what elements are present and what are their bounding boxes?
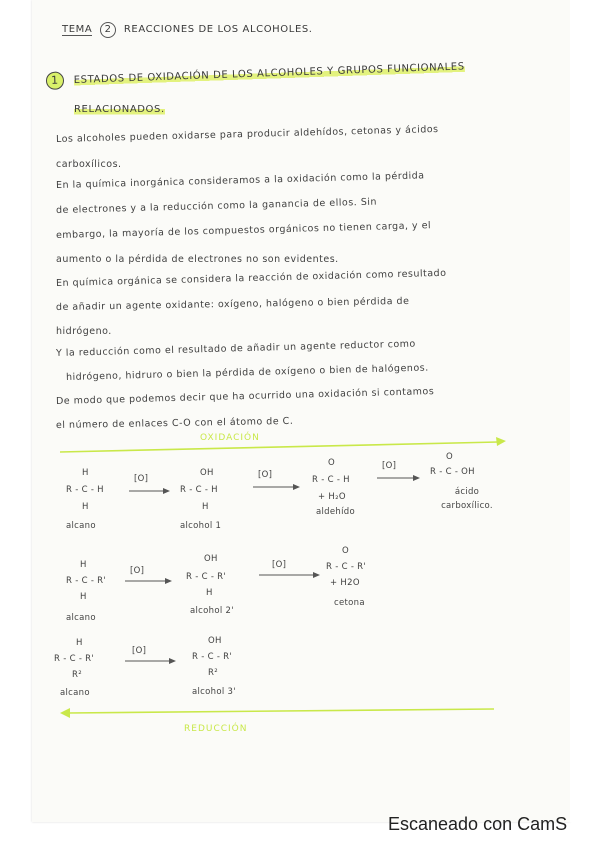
reduction-label: REDUCCIÓN (184, 724, 248, 734)
tema-number: 2 (100, 22, 116, 38)
r3-alkane-name: alcano (60, 688, 90, 698)
r1-alcohol-bottom: H (202, 502, 209, 512)
r1-ox2-label: [O] (258, 470, 273, 480)
paragraph-line: Y la reducción como el resultado de añadir un agente reductor como (55, 338, 416, 359)
oxidation-arrow (58, 436, 510, 456)
r2-ox2-arrow (258, 570, 322, 580)
r2-ketone-formula: R - C - R' (326, 562, 367, 572)
r1-aldehyde-top: O (328, 458, 335, 468)
r1-ox2-arrow (252, 482, 302, 492)
scanner-watermark: Escaneado con CamS (388, 814, 568, 834)
notebook-page (32, 0, 570, 822)
tema-label: TEMA (62, 24, 93, 35)
r2-ketone-name: cetona (334, 598, 365, 608)
r2-alkane-bottom: H (80, 592, 87, 602)
r1-alcohol-name: alcohol 1 (180, 521, 222, 531)
paragraph-line: De modo que podemos decir que ha ocurrido una oxidación si contamos (55, 386, 435, 407)
r1-ox1-label: [O] (134, 474, 149, 484)
r3-alkane-formula: R - C - R' (54, 654, 95, 664)
r2-alcohol-name: alcohol 2' (190, 606, 234, 616)
paragraph-line: En la química inorgánica consideramos a la oxidación como la pérdida (55, 170, 425, 191)
paragraph-line: Los alcoholes pueden oxidarse para producir aldehídos, cetonas y ácidos (55, 123, 439, 145)
r1-ox3-label: [O] (382, 461, 397, 471)
reduction-arrow (58, 704, 498, 724)
r1-alkane-name: alcano (66, 521, 96, 531)
r3-ox1-label: [O] (132, 646, 147, 656)
page-header (62, 22, 313, 38)
r2-ox1-arrow (124, 576, 174, 586)
paragraph-line: de electrones y a la reducción como la ganancia de ellos. Sin (55, 196, 378, 216)
r1-alcohol-top: OH (200, 468, 214, 478)
r3-ox1-arrow (124, 656, 178, 666)
r1-aldehyde-name: aldehído (316, 507, 355, 517)
r2-alkane-top: H (80, 560, 87, 570)
r1-acid-name: ácido carboxílico. (441, 487, 493, 511)
paragraph-line: hidrógeno. (56, 326, 112, 337)
r1-alkane-formula: R - C - H (66, 485, 104, 495)
section-title-line1: ESTADOS DE OXIDACIÓN DE LOS ALCOHOLES Y GRUPOS FUNCIONALES (73, 61, 465, 87)
paragraph-line: aumento o la pérdida de electrones no son evidentes. (56, 254, 339, 265)
r2-ketone-extra: + H2O (330, 578, 360, 588)
paragraph-line: de añadir un agente oxidante: oxígeno, halógeno o bien pérdida de (55, 295, 410, 313)
paragraph-line: En química orgánica se considera la reacción de oxidación como resultado (55, 267, 447, 289)
paragraph-line: el número de enlaces C-O con el átomo de C. (55, 415, 294, 431)
r1-alcohol-formula: R - C - H (180, 485, 218, 495)
r1-alkane-bottom: H (82, 502, 89, 512)
paragraph-line: embargo, la mayoría de los compuestos orgánicos no tienen carga, y el (55, 220, 432, 241)
r1-acid-top: O (446, 452, 453, 462)
r1-aldehyde-extra: + H₂O (318, 492, 346, 502)
r1-ox1-arrow (128, 486, 172, 496)
r3-alcohol-formula: R - C - R' (192, 652, 233, 662)
r2-alcohol-formula: R - C - R' (186, 572, 227, 582)
paragraph-line: carboxílicos. (56, 159, 122, 170)
paragraph-line: hidrógeno, hidruro o bien la pérdida de oxígeno o bien de halógenos. (65, 362, 429, 383)
r1-ox3-arrow (376, 473, 422, 483)
section-title-line2: RELACIONADOS. (74, 104, 165, 115)
tema-title: REACCIONES DE LOS ALCOHOLES. (123, 24, 313, 35)
r2-alkane-formula: R - C - R' (66, 576, 107, 586)
r2-ox1-label: [O] (130, 566, 145, 576)
r2-alcohol-bottom: H (206, 588, 213, 598)
r1-acid-formula: R - C - OH (430, 467, 475, 477)
r1-aldehyde-formula: R - C - H (312, 475, 350, 485)
r2-ketone-top: O (342, 546, 349, 556)
r2-alkane-name: alcano (66, 613, 96, 623)
r3-alcohol-name: alcohol 3' (192, 687, 236, 697)
section-heading-2 (74, 104, 165, 115)
oxidation-label: OXIDACIÓN (200, 433, 260, 443)
scan-margin (570, 0, 599, 822)
r2-ox2-label: [O] (272, 560, 287, 570)
r1-alkane-top: H (82, 468, 89, 478)
r3-alkane-top: H (76, 638, 83, 648)
r3-alcohol-bottom: R² (208, 668, 218, 678)
r3-alkane-bottom: R² (72, 670, 82, 680)
section-number: 1 (46, 71, 65, 90)
r3-alcohol-top: OH (208, 636, 222, 646)
r2-alcohol-top: OH (204, 554, 218, 564)
